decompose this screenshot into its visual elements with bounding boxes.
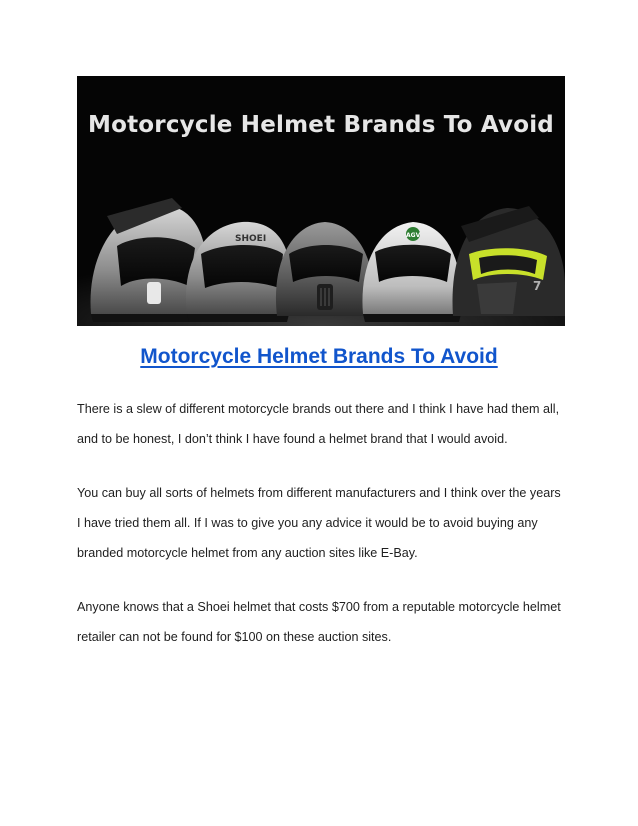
paragraph-line: and to be honest, I don’t think I have found a helmet brand that I would avoid. bbox=[77, 432, 508, 446]
paragraph-line: retailer can not be found for $100 on these auction sites. bbox=[77, 630, 392, 644]
paragraph-line: Anyone knows that a Shoei helmet that costs $700 from a reputable motorcycle helmet bbox=[77, 600, 561, 614]
shoei-label: SHOEI bbox=[235, 234, 267, 244]
paragraph-line: I have tried them all. If I was to give you any advice it would be to avoid buying any bbox=[77, 516, 538, 530]
paragraph-2 bbox=[77, 478, 577, 568]
hero-image-title: Motorcycle Helmet Brands To Avoid bbox=[88, 112, 554, 138]
article-title-link[interactable]: Motorcycle Helmet Brands To Avoid bbox=[140, 345, 498, 368]
paragraph-1 bbox=[77, 394, 577, 454]
agv-label: AGV bbox=[406, 232, 421, 239]
paragraph-line: branded motorcycle helmet from any auction sites like E-Bay. bbox=[77, 546, 418, 560]
paragraph-line: There is a slew of different motorcycle brands out there and I think I have had them all, bbox=[77, 402, 560, 416]
hero-image bbox=[77, 76, 565, 326]
svg-text:7: 7 bbox=[533, 279, 542, 293]
paragraph-line: You can buy all sorts of helmets from different manufacturers and I think over the years bbox=[77, 486, 561, 500]
paragraph-3 bbox=[77, 592, 577, 652]
